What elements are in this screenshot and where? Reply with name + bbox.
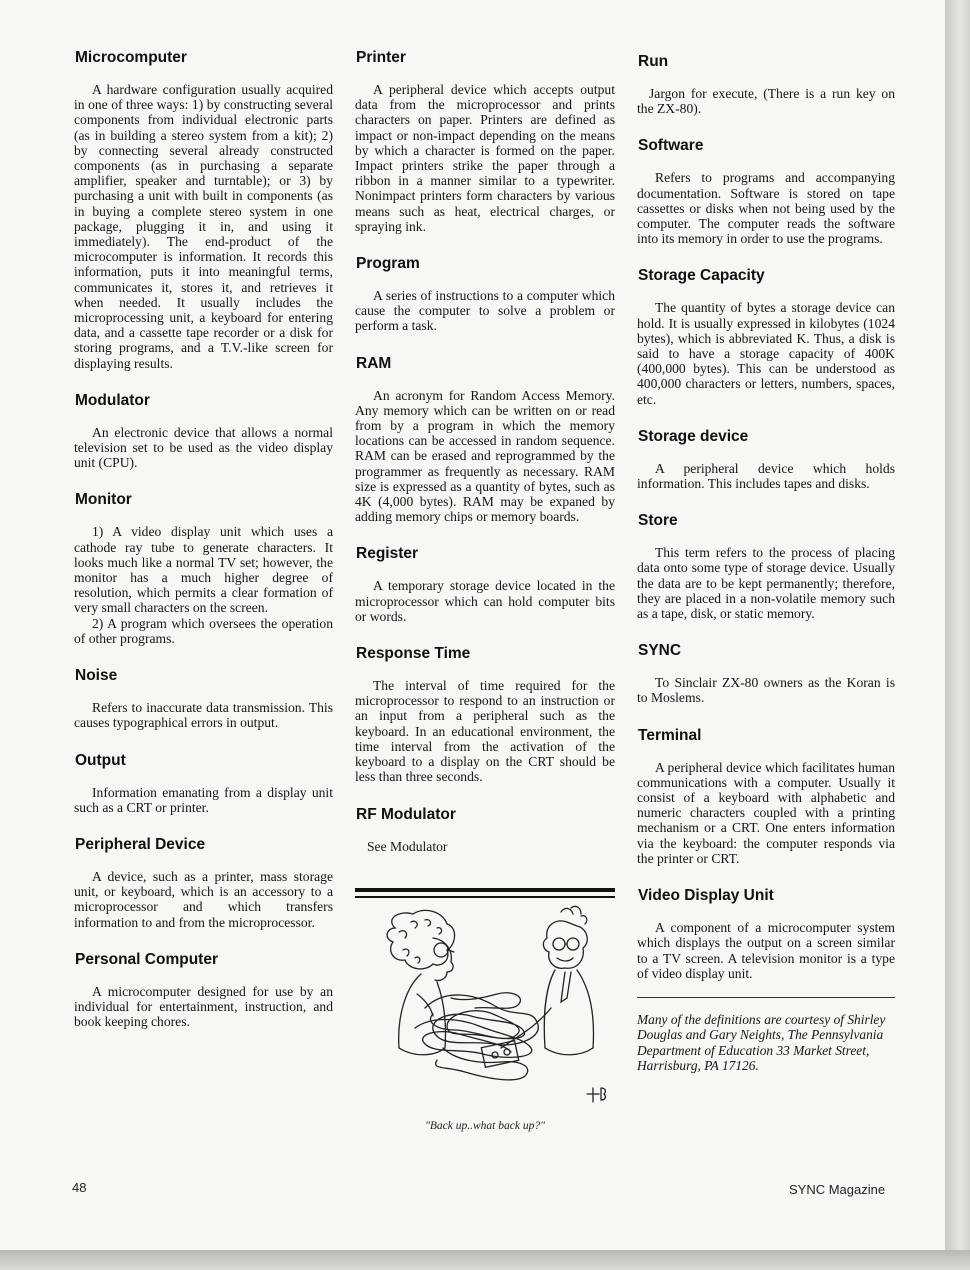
entry-run bbox=[637, 52, 895, 116]
term-definition: The quantity of bytes a storage device can hold. It is usually expressed in kilobytes (1024 bytes), which is abbreviated K. Thus, a disk is said to have a storage capacity of 400K (400,000 bytes). This can be understood as 400,000 characters or letters, numbers, spaces, etc. bbox=[637, 300, 895, 407]
entry-noise bbox=[74, 666, 333, 730]
entry-terminal bbox=[637, 726, 895, 866]
term-definition: Information emanating from a display unit such as a CRT or printer. bbox=[74, 784, 333, 815]
term-heading: Software bbox=[638, 137, 704, 155]
entry-printer bbox=[355, 48, 615, 234]
term-heading: Video Display Unit bbox=[638, 887, 774, 905]
credit-note: Many of the definitions are courtesy of Shirley Douglas and Gary Neights, The Pennsylvania Department of Education 33 Market Street, Harrisburg, PA 17126. bbox=[637, 1011, 886, 1074]
term-heading: Register bbox=[356, 545, 419, 563]
entry-peripheral-device bbox=[74, 835, 333, 930]
term-definition-second: 2) A program which oversees the operation of other programs. bbox=[74, 615, 333, 646]
term-definition: A device, such as a printer, mass storage unit, or keyboard, which is an accessory to a microprocessor and which transfers information to and from the microprocessor. bbox=[74, 868, 333, 930]
entry-register bbox=[355, 544, 615, 624]
term-definition: 1) A video display unit which uses a cathode ray tube to generate characters. It looks much like a normal TV set; however, the monitor has a much higher degree of resolution, which permits a clear formation of very small characters on the screen. bbox=[74, 524, 333, 616]
entry-store bbox=[637, 511, 895, 621]
term-heading: SYNC bbox=[638, 642, 682, 660]
cartoon bbox=[355, 888, 615, 1132]
term-heading: Noise bbox=[75, 667, 118, 685]
term-definition: Refers to programs and accompanying documentation. Software is stored on tape cassettes or disks when not being used by the computer. The computer reads the software into its memory in order to use the programs. bbox=[637, 170, 895, 247]
entry-software bbox=[637, 136, 895, 246]
entry-program bbox=[355, 254, 615, 334]
term-heading: Output bbox=[75, 751, 126, 769]
term-definition: A peripheral device which facilitates human communications with a computer. Usually it consist of a keyboard with alphabetic and numeric characters coupled with a printing mechanism or a CRT. One enters information via the keyboard: the computer responds via the printer or CRT. bbox=[637, 759, 895, 866]
entry-sync bbox=[637, 641, 895, 705]
term-definition: A microcomputer designed for use by an individual for entertainment, instruction, and book keeping chores. bbox=[74, 983, 333, 1030]
right-column bbox=[637, 48, 895, 1074]
entry-storage-device bbox=[637, 427, 895, 491]
term-definition: An electronic device that allows a normal television set to be used as the video display unit (CPU). bbox=[74, 424, 333, 471]
entry-storage-capacity bbox=[637, 266, 895, 406]
entry-modulator bbox=[74, 391, 333, 471]
entry-video-display-unit bbox=[637, 886, 895, 981]
entry-personal-computer bbox=[74, 950, 333, 1030]
term-definition: See Modulator bbox=[367, 838, 448, 854]
cartoon-top-rule bbox=[355, 888, 615, 892]
term-heading: Printer bbox=[356, 49, 406, 66]
middle-column bbox=[355, 48, 615, 1132]
page-number: 48 bbox=[72, 1180, 87, 1195]
entry-response-time bbox=[355, 644, 615, 784]
term-heading: Program bbox=[356, 255, 420, 273]
entry-output bbox=[74, 751, 333, 815]
cartoon-signature: EB bbox=[593, 1103, 595, 1105]
term-heading: Response Time bbox=[356, 645, 471, 663]
term-definition: A component of a microcomputer system which displays the output on a screen similar to a TV screen. A television monitor is a type of video display unit. bbox=[637, 920, 895, 981]
magazine-name: SYNC Magazine bbox=[789, 1182, 886, 1197]
term-definition: Jargon for execute, (There is a run key on the ZX-80). bbox=[637, 86, 895, 117]
term-heading: Terminal bbox=[638, 726, 702, 744]
term-definition: Refers to inaccurate data transmission. This causes typographical errors in output. bbox=[74, 700, 333, 731]
entry-monitor bbox=[74, 490, 333, 646]
entry-ram bbox=[355, 354, 615, 525]
term-heading: Personal Computer bbox=[75, 950, 218, 968]
cartoon-illustration bbox=[355, 898, 615, 1116]
term-heading: Monitor bbox=[75, 491, 132, 509]
term-heading: Run bbox=[638, 53, 669, 70]
page-edge bbox=[945, 0, 970, 1270]
credit-divider bbox=[637, 997, 895, 998]
term-heading: Peripheral Device bbox=[75, 835, 206, 853]
term-heading: Modulator bbox=[75, 391, 150, 409]
term-definition: An acronym for Random Access Memory. Any memory which can be written on or read from by a program in which the memory locations can be accessed in random sequence. RAM can be erased and reprogrammed by the programmer as frequently as necessary. RAM size is expressed as a quantity of bytes, such as 4K (4,000 bytes). RAM may be expaned by adding memory chips or memory boards. bbox=[355, 387, 615, 525]
term-heading: Storage device bbox=[638, 427, 749, 445]
term-definition: A series of instructions to a computer which cause the computer to solve a problem or perform a task. bbox=[355, 288, 615, 334]
term-definition: The interval of time required for the microprocessor to respond to an instruction or an input from a peripheral such as the keyboard. In an educational environment, the time interval from the activation of the keyboard to a display on the CRT should be less than three seconds. bbox=[355, 678, 615, 785]
entry-microcomputer bbox=[74, 48, 333, 371]
term-definition: A temporary storage device located in the microprocessor which can hold computer bits or words. bbox=[355, 578, 615, 624]
term-definition: A peripheral device which accepts output data from the microprocessor and prints characters on paper. Printers are defined as impact or non-impact depending on the means by which a character is formed on the paper. Impact printers strike the paper through a ribbon in a manner similar to a typewriter. Nonimpact printers form characters by various means such as heat, electrical charges, or spraying ink. bbox=[355, 82, 615, 234]
term-heading: RF Modulator bbox=[356, 805, 456, 823]
term-heading: Storage Capacity bbox=[638, 267, 765, 285]
term-heading: Store bbox=[638, 512, 678, 530]
term-definition: A peripheral device which holds information. This includes tapes and disks. bbox=[637, 460, 895, 492]
term-definition: To Sinclair ZX-80 owners as the Koran is to Moslems. bbox=[637, 675, 895, 706]
entry-rf-modulator bbox=[355, 805, 615, 854]
term-heading: RAM bbox=[356, 354, 392, 372]
term-heading: Microcomputer bbox=[75, 49, 187, 66]
term-definition: A hardware configuration usually acquired in one of three ways: 1) by constructing several components from individual electronic parts (as in building a stereo system from a kit); 2) by connecting several already constructed components (as in purchasing a separate amplifier, speaker and turntable); or 3) by purchasing a unit with built in components (as in buying a complete stereo system in one package, plugging it in, and using it immediately). The end-product of the microcomputer is information. It records this information, puts it into meaningful terms, communicates it, stores it, and retrieves it when needed. It usually includes the microprocessing unit, a keyboard for entering data, and a cassette tape recorder or a disk for storing programs, and a T.V.-like screen for displaying results. bbox=[74, 82, 333, 371]
page-bottom-edge bbox=[0, 1250, 970, 1270]
left-column bbox=[74, 48, 333, 1029]
cartoon-caption: "Back up..what back up?" bbox=[425, 1119, 545, 1132]
term-definition: This term refers to the process of placing data onto some type of storage device. Usually the data are to be kept permanently; therefore, they are placed in a non-volatile memory such as a tape, disk, or static memory. bbox=[637, 545, 895, 622]
